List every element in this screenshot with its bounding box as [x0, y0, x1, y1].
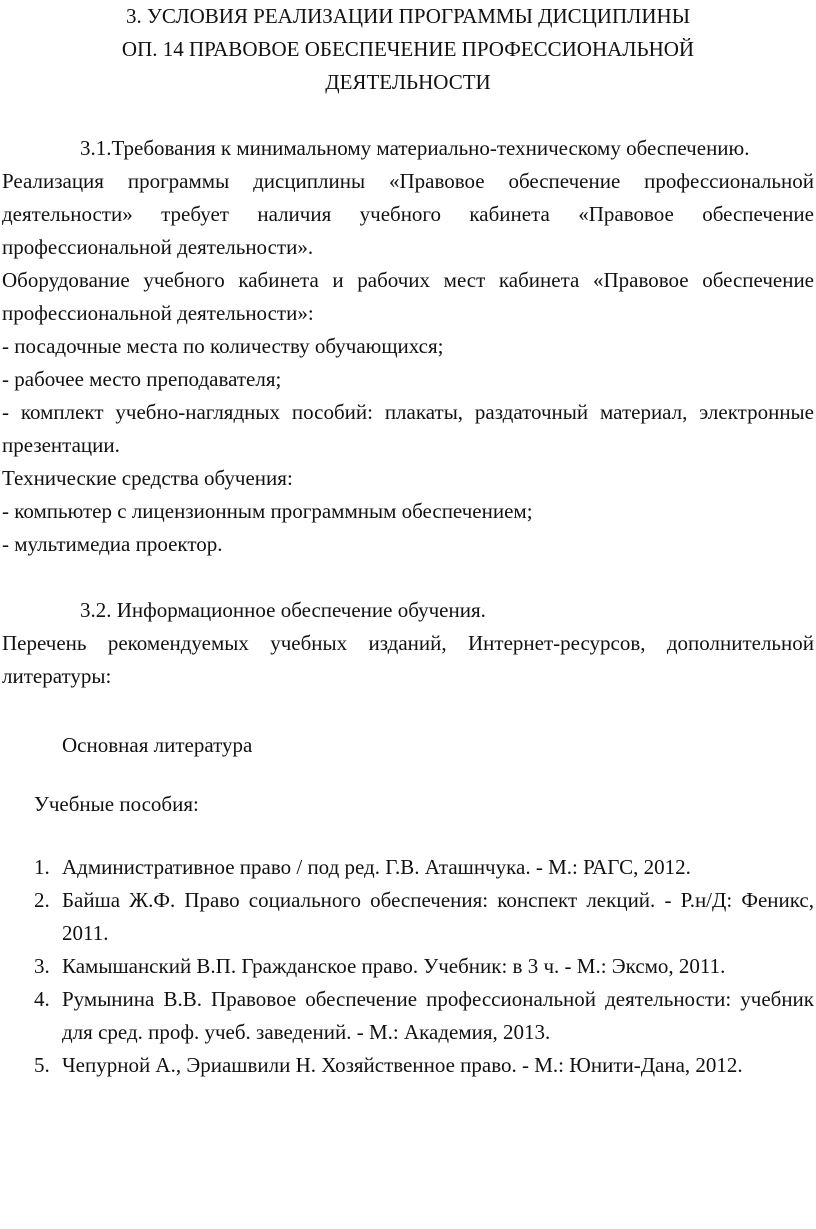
section-2-intro: Перечень рекомендуемых учебных изданий, Интернет-ресурсов, дополнительной литературы: — [2, 631, 814, 688]
title-line-3: ДЕЯТЕЛЬНОСТИ — [325, 70, 491, 94]
list-item-text: Байша Ж.Ф. Право социального обеспечения: конспект лекций. - Р.н/Д: Феникс, 2011. — [62, 888, 814, 945]
tech-means-heading: Технические средства обучения: — [2, 466, 293, 490]
tech-means-item-1: - компьютер с лицензионным программным обеспечением; — [2, 499, 533, 523]
list-item — [2, 851, 814, 884]
section-1-paragraph-1: Реализация программы дисциплины «Правовое обеспечение профессиональной деятельности» требует наличия учебного кабинета «Правовое обеспечение профессиональной деятельности». — [2, 169, 814, 259]
equipment-item-2: - рабочее место преподавателя; — [2, 367, 282, 391]
list-item-number: 1. — [34, 855, 50, 879]
section-1-paragraph-2: Оборудование учебного кабинета и рабочих мест кабинета «Правовое обеспечение профессиональной деятельности»: — [2, 268, 814, 325]
list-item — [2, 1049, 814, 1082]
list-item-number: 2. — [34, 888, 50, 912]
tech-means-item-2: - мультимедиа проектор. — [2, 532, 223, 556]
list-item — [2, 950, 814, 983]
section-2-heading: 3.2. Информационное обеспечение обучения. — [80, 598, 486, 622]
main-literature-heading: Основная литература — [62, 733, 253, 757]
section-1-heading: 3.1.Требования к минимальному материально-техническому обеспечению. — [80, 136, 750, 160]
list-item-number: 4. — [34, 987, 50, 1011]
equipment-item-3: - комплект учебно-наглядных пособий: плакаты, раздаточный материал, электронные презентации. — [2, 400, 814, 457]
list-item — [2, 983, 814, 1049]
book-list — [2, 851, 814, 1082]
title-line-2: ОП. 14 ПРАВОВОЕ ОБЕСПЕЧЕНИЕ ПРОФЕССИОНАЛЬНОЙ — [121, 37, 695, 61]
list-item-number: 5. — [34, 1053, 50, 1077]
list-item-text: Административное право / под ред. Г.В. Аташнчука. - М.: РАГС, 2012. — [62, 855, 691, 879]
equipment-item-1: - посадочные места по количеству обучающихся; — [2, 334, 444, 358]
manuals-heading: Учебные пособия: — [34, 792, 199, 816]
list-item — [2, 884, 814, 950]
page-title — [2, 0, 814, 99]
title-line-1: 3. УСЛОВИЯ РЕАЛИЗАЦИИ ПРОГРАММЫ ДИСЦИПЛИНЫ — [125, 4, 691, 28]
list-item-text: Чепурной А., Эриашвили Н. Хозяйственное право. - М.: Юнити-Дана, 2012. — [62, 1053, 743, 1077]
list-item-text: Румынина В.В. Правовое обеспечение профессиональной деятельности: учебник для сред. проф. учеб. заведений. - М.: Академия, 2013. — [62, 987, 814, 1044]
list-item-text: Камышанский В.П. Гражданское право. Учебник: в 3 ч. - М.: Эксмо, 2011. — [62, 954, 726, 978]
list-item-number: 3. — [34, 954, 50, 978]
